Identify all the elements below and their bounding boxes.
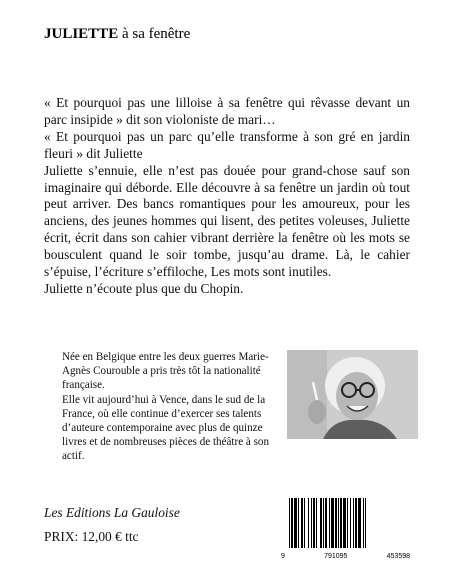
barcode-bar <box>323 498 324 548</box>
book-title <box>44 26 190 43</box>
author-portrait-image <box>287 350 418 439</box>
blurb-paragraph: « Et pourquoi pas un parc qu’elle transforme à son gré en jardin fleuri » dit Juliette <box>44 128 410 161</box>
barcode-bar <box>320 498 322 548</box>
isbn-barcode <box>281 496 410 560</box>
blurb-paragraph: Juliette n’écoute plus que du Chopin. <box>44 280 244 296</box>
barcode-bar <box>294 498 297 548</box>
title-name: JULIETTE <box>44 26 119 42</box>
barcode-bar <box>365 498 366 548</box>
barcode-bar <box>358 498 361 548</box>
barcode-digit-group: 791095 <box>324 553 348 560</box>
barcode-bar <box>340 498 342 548</box>
publisher-name: Les Editions La Gauloise <box>44 505 180 520</box>
blurb-paragraph: Juliette s’ennuie, elle n’est pas douée pour grand-chose sauf son imaginaire qui déborde. Elle découvre à sa fenêtre un jardin où tout peut arriver. Des bancs romantiques pour les amoureux, pour les anciens, des jeunes hommes qui lisent, des petites voleuses, Juliette écrit, écrit dans son cahier vibrant derrière la fenêtre où les mots se bousculent quand le soir tombe, jusqu’au drame. Là, le cahier s’épuise, l’écriture s’effiloche, Les mots sont inutiles. <box>44 162 410 280</box>
barcode-digit-group: 9 <box>281 553 285 560</box>
barcode-bar <box>311 498 312 548</box>
barcode-bar <box>313 498 315 548</box>
barcode-bar <box>325 498 327 548</box>
barcode-digit-group: 453598 <box>386 553 410 560</box>
back-cover-blurb <box>44 95 410 298</box>
barcode-bar <box>338 498 339 548</box>
bio-paragraph: Née en Belgique entre les deux guerres Marie-Agnès Courouble a pris très tôt la nationalité française. <box>62 351 269 392</box>
barcode-bar <box>308 498 309 548</box>
title-rest: à sa fenêtre <box>118 26 191 42</box>
barcode-bars <box>281 496 410 550</box>
barcode-bar <box>298 498 299 548</box>
barcode-bar <box>301 498 303 548</box>
barcode-bar <box>335 498 337 548</box>
barcode-bar <box>353 498 354 548</box>
barcode-bar <box>363 498 364 548</box>
bio-paragraph: Elle vit aujourd’hui à Vence, dans le sud de la France, où elle continue d’exercer ses talents d’auteure contemporaine avec plus de quinze livres et de nombreuses pièces de théâtre à son actif. <box>62 393 270 463</box>
barcode-bar <box>331 498 334 548</box>
barcode-bar <box>329 498 330 548</box>
barcode-bar <box>350 498 351 548</box>
barcode-bar <box>355 498 357 548</box>
barcode-bar <box>304 498 305 548</box>
blurb-paragraph: « Et pourquoi pas une lilloise à sa fenêtre qui rêvasse devant un parc insipide » dit son violoniste de mari… <box>44 95 410 127</box>
author-photo <box>287 350 418 439</box>
barcode-bar <box>347 498 348 548</box>
barcode-bar <box>343 498 346 548</box>
barcode-bar <box>289 498 290 548</box>
barcode-bar <box>316 498 317 548</box>
barcode-bar <box>291 498 293 548</box>
barcode-digits <box>281 553 410 560</box>
author-bio <box>62 350 288 464</box>
price-label: PRIX: 12,00 € ttc <box>44 529 139 544</box>
